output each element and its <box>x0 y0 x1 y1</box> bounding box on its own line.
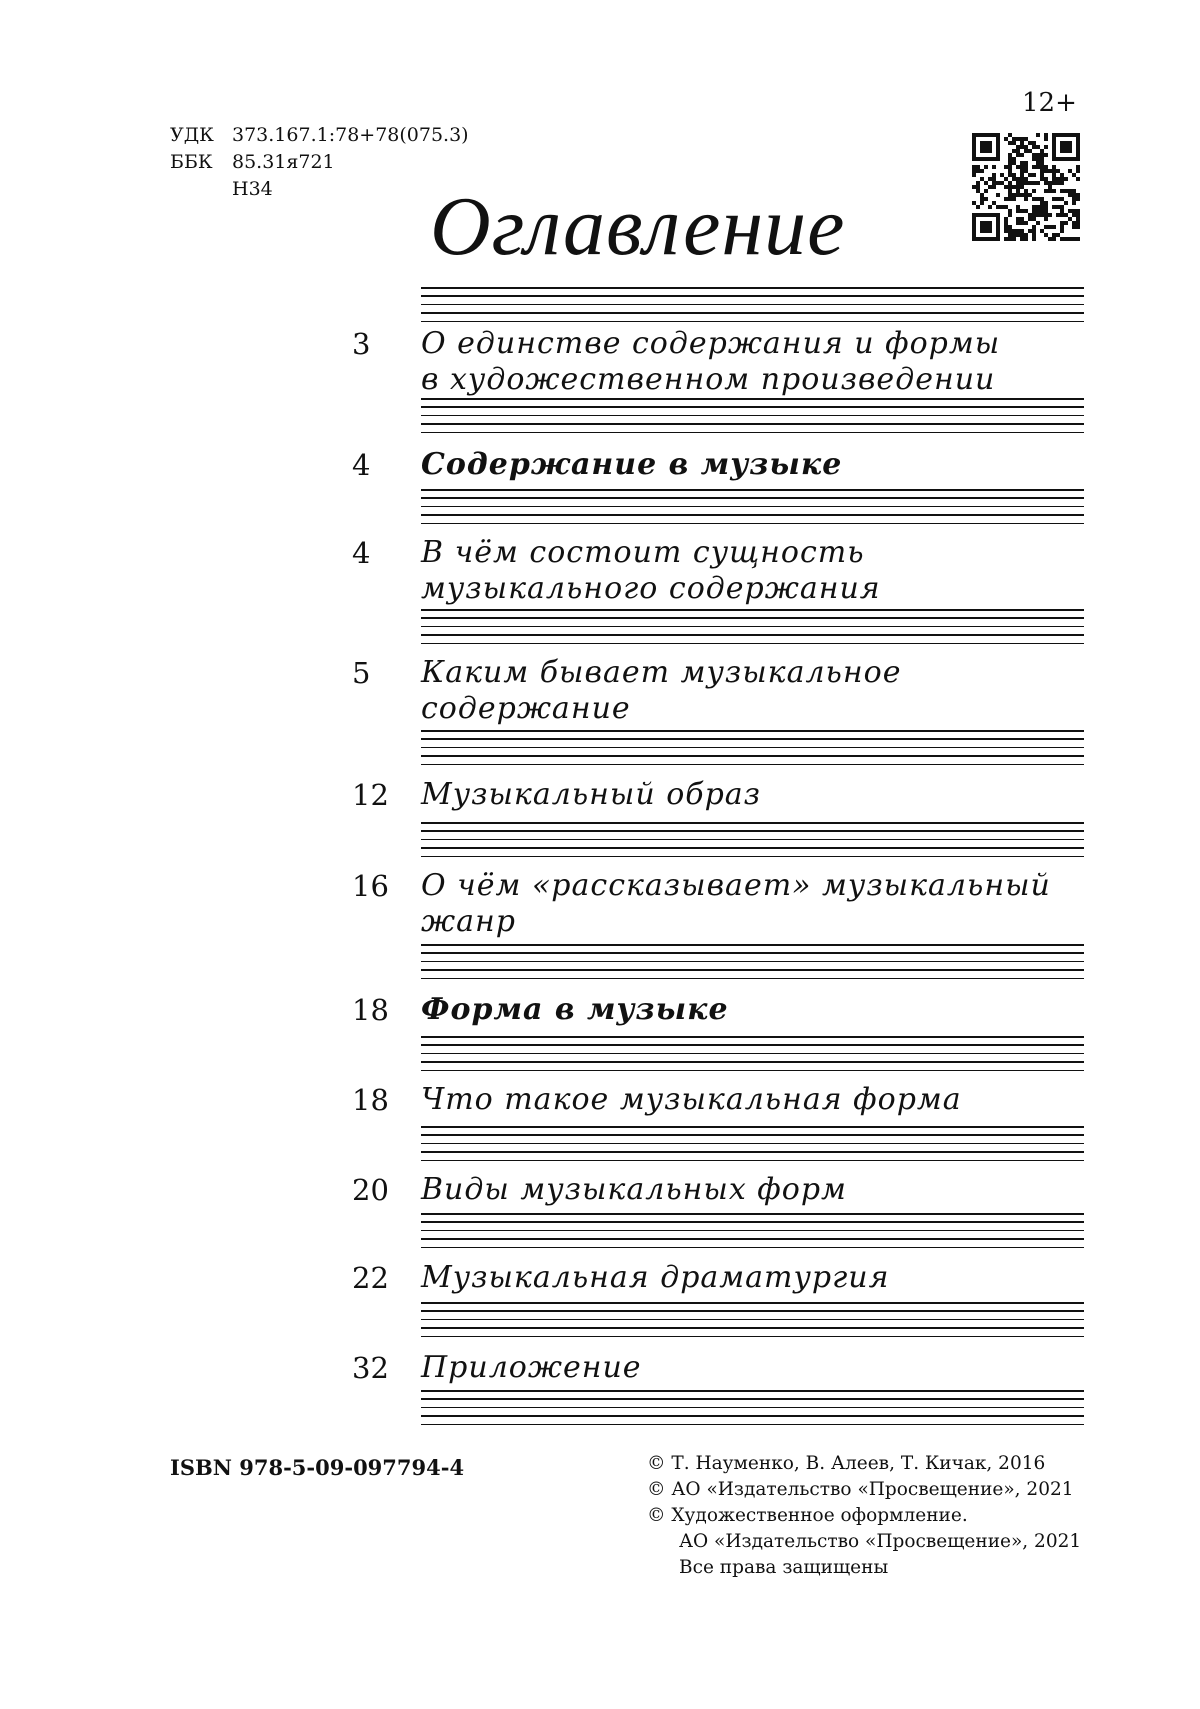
toc-entry[interactable] <box>340 655 1100 727</box>
bbk-label: ББК <box>170 151 213 173</box>
toc-entry[interactable] <box>340 1172 1100 1208</box>
staff-lines <box>421 822 1084 859</box>
toc-entry[interactable] <box>340 447 1100 483</box>
toc-entry[interactable] <box>340 1260 1100 1296</box>
isbn: ISBN 978-5-09-097794-4 <box>170 1455 465 1480</box>
staff-lines <box>421 1036 1084 1073</box>
copyright-line: © Художественное оформление. <box>647 1505 968 1526</box>
udk-row <box>170 122 469 149</box>
copyright-line: © АО «Издательство «Просвещение», 2021 <box>647 1479 1074 1500</box>
toc-page-number: 22 <box>352 1261 389 1295</box>
udk-label: УДК <box>170 124 214 146</box>
toc-title <box>421 777 761 813</box>
toc-page-number: 5 <box>352 656 371 690</box>
toc-title <box>421 1260 889 1296</box>
toc-title-line: жанр <box>421 904 516 939</box>
toc-title-line: Форма в музыке <box>421 992 729 1027</box>
toc-entry[interactable] <box>340 777 1100 813</box>
toc-title <box>421 992 729 1028</box>
copyright-block <box>647 1451 1081 1581</box>
staff-lines <box>421 489 1084 526</box>
toc-title <box>421 447 842 483</box>
toc-entry[interactable] <box>340 1082 1100 1118</box>
toc-entry[interactable] <box>340 1350 1100 1386</box>
toc-page-number: 18 <box>352 1083 389 1117</box>
toc-title <box>421 1172 847 1208</box>
toc-page-number: 20 <box>352 1173 389 1207</box>
copyright-line: Все права защищены <box>679 1557 889 1578</box>
toc-page-number: 32 <box>352 1351 389 1385</box>
toc-title-line: содержание <box>421 691 631 726</box>
bibliographic-info <box>170 122 469 203</box>
toc-title-line: Музыкальная драматургия <box>421 1260 890 1295</box>
toc-page-number: 18 <box>352 993 389 1027</box>
toc-title <box>421 868 1051 940</box>
toc-title <box>421 535 881 607</box>
toc-title <box>421 1082 962 1118</box>
staff-lines <box>421 1302 1084 1339</box>
toc-page-number: 12 <box>352 778 389 812</box>
age-rating: 12+ <box>1022 88 1077 118</box>
toc-title-line: О чём «рассказывает» музыкальный <box>421 868 1051 903</box>
staff-lines <box>421 1390 1084 1427</box>
toc-entry[interactable] <box>340 992 1100 1028</box>
toc-page-number: 4 <box>352 536 371 570</box>
staff-lines <box>421 1126 1084 1163</box>
bbk-row <box>170 149 469 176</box>
toc-page-number: 16 <box>352 869 389 903</box>
staff-lines <box>421 944 1084 981</box>
toc-title <box>421 655 901 727</box>
toc-title <box>421 1350 642 1386</box>
staff-lines <box>421 398 1084 435</box>
toc-title-line: Виды музыкальных форм <box>421 1172 847 1207</box>
staff-lines <box>421 609 1084 646</box>
toc-page-number: 4 <box>352 448 371 482</box>
udk-value: 373.167.1:78+78(075.3) <box>232 124 469 146</box>
toc-title-line: Что такое музыкальная форма <box>421 1082 962 1117</box>
author-mark: Н34 <box>232 178 273 200</box>
toc-entry[interactable] <box>340 535 1100 607</box>
toc-title-line: музыкального содержания <box>421 571 881 606</box>
staff-lines <box>421 287 1084 324</box>
copyright-line: © Т. Науменко, В. Алеев, Т. Кичак, 2016 <box>647 1453 1046 1474</box>
toc-title <box>421 326 1000 398</box>
toc-page-number: 3 <box>352 327 371 361</box>
toc-title-line: О единстве содержания и формы <box>421 326 1001 361</box>
bbk-value: 85.31я721 <box>232 151 335 173</box>
toc-title-line: Содержание в музыке <box>421 447 843 482</box>
toc-entry[interactable] <box>340 326 1100 398</box>
toc-title-line: Музыкальный образ <box>421 777 762 812</box>
staff-lines <box>421 1213 1084 1250</box>
toc-entry[interactable] <box>340 868 1100 940</box>
toc-title-line: в художественном произведении <box>421 362 996 397</box>
qr-code-icon <box>972 133 1080 241</box>
page-title: Оглавление <box>430 180 846 273</box>
staff-lines <box>421 730 1084 767</box>
toc-title-line: Каким бывает музыкальное <box>421 655 902 690</box>
toc-title-line: Приложение <box>421 1350 642 1385</box>
toc-title-line: В чём состоит сущность <box>421 535 865 570</box>
copyright-line: АО «Издательство «Просвещение», 2021 <box>679 1531 1082 1552</box>
author-mark-row <box>170 176 469 203</box>
